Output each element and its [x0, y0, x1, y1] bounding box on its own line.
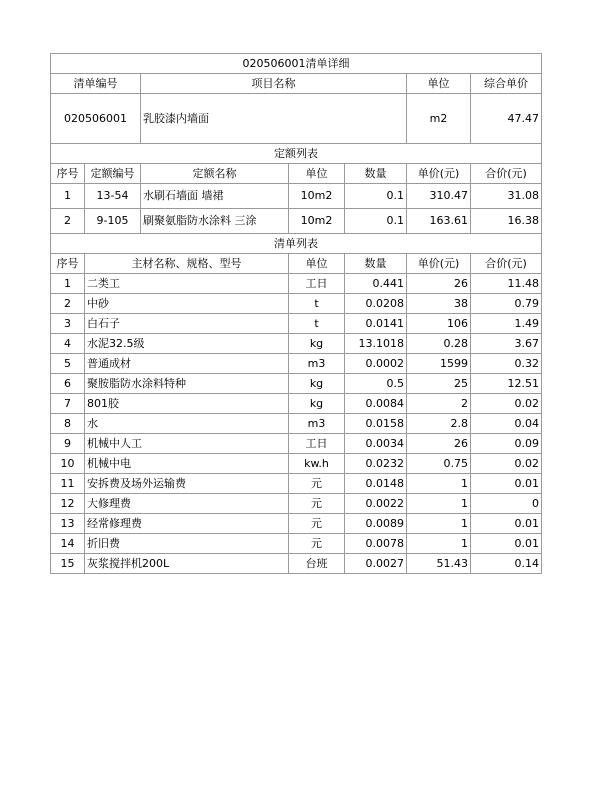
quota-cell: 16.38 [471, 209, 542, 234]
quota-row [51, 184, 542, 209]
list-cell: 大修理费 [85, 494, 289, 514]
list-cell: 26 [407, 274, 471, 294]
list-cell: 0.0158 [345, 414, 407, 434]
quota-cell: 10m2 [289, 184, 345, 209]
list-cell: 工日 [289, 274, 345, 294]
quota-cell: 9-105 [85, 209, 141, 234]
list-cell: 1599 [407, 354, 471, 374]
list-cell: 折旧费 [85, 534, 289, 554]
list-cell: 2.8 [407, 414, 471, 434]
list-cell: 0.0208 [345, 294, 407, 314]
list-row [51, 454, 542, 474]
list-cell: 0.0002 [345, 354, 407, 374]
list-row [51, 374, 542, 394]
item-price: 47.47 [471, 94, 542, 144]
list-cell: 灰浆搅拌机200L [85, 554, 289, 574]
list-cell: 1 [407, 514, 471, 534]
list-cell: 中砂 [85, 294, 289, 314]
list-cell: 0.0148 [345, 474, 407, 494]
list-cell: 机械中电 [85, 454, 289, 474]
quota-cell: 310.47 [407, 184, 471, 209]
col-label-name: 项目名称 [141, 74, 407, 94]
quota-col-header: 序号 [51, 164, 85, 184]
list-cell: 0.0078 [345, 534, 407, 554]
quota-cell: 31.08 [471, 184, 542, 209]
list-cell: 3.67 [471, 334, 542, 354]
list-cell: 13 [51, 514, 85, 534]
list-cell: 0.5 [345, 374, 407, 394]
list-cell: 5 [51, 354, 85, 374]
list-col-header: 数量 [345, 254, 407, 274]
list-row [51, 514, 542, 534]
list-row [51, 414, 542, 434]
quota-col-header: 数量 [345, 164, 407, 184]
list-cell: t [289, 294, 345, 314]
list-cell: 0.0141 [345, 314, 407, 334]
list-cell: 25 [407, 374, 471, 394]
list-cell: 普通成材 [85, 354, 289, 374]
quota-row [51, 209, 542, 234]
list-cell: 801胶 [85, 394, 289, 414]
item-name: 乳胶漆内墙面 [141, 94, 407, 144]
quota-col-header: 定额编号 [85, 164, 141, 184]
list-cell: 安拆费及场外运输费 [85, 474, 289, 494]
col-label-unit: 单位 [407, 74, 471, 94]
quota-cell: 163.61 [407, 209, 471, 234]
list-cell: 0.01 [471, 534, 542, 554]
list-cell: kw.h [289, 454, 345, 474]
quota-col-header: 合价(元) [471, 164, 542, 184]
list-cell: 15 [51, 554, 85, 574]
list-col-header: 主材名称、规格、型号 [85, 254, 289, 274]
list-cell: 0.32 [471, 354, 542, 374]
list-cell: 0.0034 [345, 434, 407, 454]
list-cell: kg [289, 334, 345, 354]
list-cell: 白石子 [85, 314, 289, 334]
list-cell: 26 [407, 434, 471, 454]
list-cell: 4 [51, 334, 85, 354]
list-cell: 0.14 [471, 554, 542, 574]
list-cell: 0.441 [345, 274, 407, 294]
list-header-row [51, 254, 542, 274]
list-cell: 0.01 [471, 474, 542, 494]
list-cell: 12.51 [471, 374, 542, 394]
list-cell: 1 [407, 494, 471, 514]
list-col-header: 单价(元) [407, 254, 471, 274]
list-cell: 元 [289, 494, 345, 514]
list-col-header: 合价(元) [471, 254, 542, 274]
quota-cell: 2 [51, 209, 85, 234]
list-row [51, 334, 542, 354]
list-cell: 元 [289, 534, 345, 554]
quota-cell: 13-54 [85, 184, 141, 209]
list-cell: 0.02 [471, 394, 542, 414]
sheet-title: 020506001清单详细 [51, 54, 542, 74]
quota-section-title: 定额列表 [51, 144, 542, 164]
quota-cell: 水刷石墙面 墙裙 [141, 184, 289, 209]
list-row [51, 474, 542, 494]
list-cell: 工日 [289, 434, 345, 454]
list-cell: 0.28 [407, 334, 471, 354]
list-row [51, 494, 542, 514]
quota-cell: 刷聚氨脂防水涂料 三涂 [141, 209, 289, 234]
list-row [51, 294, 542, 314]
list-cell: 11 [51, 474, 85, 494]
list-cell: 10 [51, 454, 85, 474]
list-cell: 0.0089 [345, 514, 407, 534]
list-section-title: 清单列表 [51, 234, 542, 254]
quota-col-header: 定额名称 [141, 164, 289, 184]
list-cell: 3 [51, 314, 85, 334]
list-cell: 二类工 [85, 274, 289, 294]
list-cell: 1 [407, 534, 471, 554]
list-cell: 水 [85, 414, 289, 434]
list-row [51, 434, 542, 454]
list-cell: 0.75 [407, 454, 471, 474]
list-cell: 0.0232 [345, 454, 407, 474]
list-cell: 2 [51, 294, 85, 314]
list-cell: 12 [51, 494, 85, 514]
list-cell: 6 [51, 374, 85, 394]
list-cell: 0.01 [471, 514, 542, 534]
list-cell: 元 [289, 514, 345, 534]
quota-header-row [51, 164, 542, 184]
list-cell: 13.1018 [345, 334, 407, 354]
list-cell: 0.0084 [345, 394, 407, 414]
list-cell: 7 [51, 394, 85, 414]
list-cell: t [289, 314, 345, 334]
quota-col-header: 单位 [289, 164, 345, 184]
list-row [51, 354, 542, 374]
header-value-row [51, 94, 542, 144]
list-cell: 38 [407, 294, 471, 314]
quota-cell: 0.1 [345, 184, 407, 209]
bill-detail-table [50, 53, 542, 574]
list-cell: 0.04 [471, 414, 542, 434]
list-section-title-row [51, 234, 542, 254]
list-cell: m3 [289, 414, 345, 434]
list-cell: 51.43 [407, 554, 471, 574]
list-cell: 经常修理费 [85, 514, 289, 534]
quota-cell: 0.1 [345, 209, 407, 234]
list-row [51, 554, 542, 574]
col-label-code: 清单编号 [51, 74, 141, 94]
list-row [51, 394, 542, 414]
list-cell: 0.0022 [345, 494, 407, 514]
list-cell: 聚胺脂防水涂料特种 [85, 374, 289, 394]
list-cell: 0.02 [471, 454, 542, 474]
header-label-row [51, 74, 542, 94]
item-unit: m2 [407, 94, 471, 144]
list-cell: 0.09 [471, 434, 542, 454]
list-row [51, 314, 542, 334]
list-cell: 1.49 [471, 314, 542, 334]
list-cell: 14 [51, 534, 85, 554]
list-cell: kg [289, 394, 345, 414]
list-cell: 1 [51, 274, 85, 294]
title-row [51, 54, 542, 74]
list-cell: 1 [407, 474, 471, 494]
list-col-header: 单位 [289, 254, 345, 274]
quota-cell: 10m2 [289, 209, 345, 234]
list-cell: 2 [407, 394, 471, 414]
item-code: 020506001 [51, 94, 141, 144]
list-cell: m3 [289, 354, 345, 374]
quota-cell: 1 [51, 184, 85, 209]
list-cell: 9 [51, 434, 85, 454]
list-cell: kg [289, 374, 345, 394]
list-cell: 0.79 [471, 294, 542, 314]
list-cell: 机械中人工 [85, 434, 289, 454]
list-cell: 8 [51, 414, 85, 434]
list-cell: 11.48 [471, 274, 542, 294]
quota-section-title-row [51, 144, 542, 164]
quota-col-header: 单价(元) [407, 164, 471, 184]
list-row [51, 274, 542, 294]
list-cell: 0.0027 [345, 554, 407, 574]
list-cell: 台班 [289, 554, 345, 574]
list-col-header: 序号 [51, 254, 85, 274]
col-label-price: 综合单价 [471, 74, 542, 94]
list-cell: 水泥32.5级 [85, 334, 289, 354]
list-cell: 106 [407, 314, 471, 334]
list-cell: 元 [289, 474, 345, 494]
list-row [51, 534, 542, 554]
list-cell: 0 [471, 494, 542, 514]
